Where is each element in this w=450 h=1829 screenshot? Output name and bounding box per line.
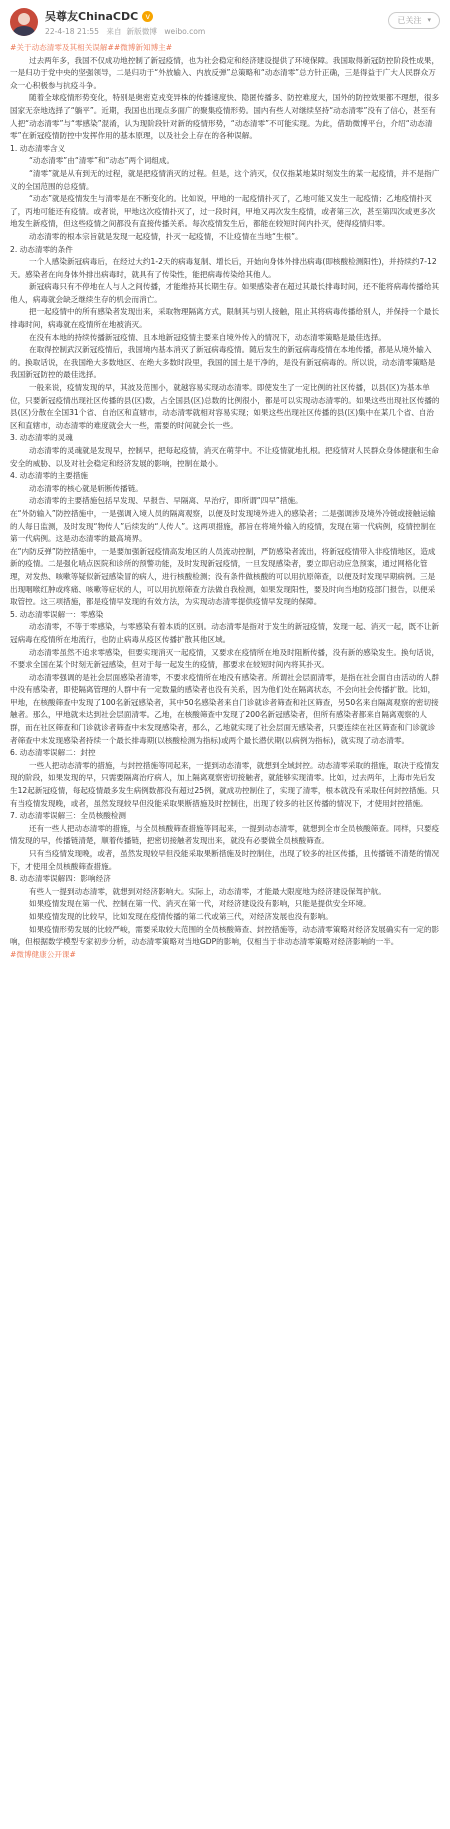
section-heading: 7. 动态清零误解三：全员核酸检测 <box>10 811 126 821</box>
section-heading: 2. 动态清零的条件 <box>10 244 73 254</box>
post-paragraph: 动态清零的根本宗旨就是发现一起疫情，扑灭一起疫情，不让疫情在当地“生根”。 <box>29 231 303 241</box>
author-name[interactable]: 吴尊友ChinaCDC <box>45 10 139 23</box>
section-heading: 5. 动态清零误解一：零感染 <box>10 609 104 619</box>
post-paragraph: 一般来说，疫情发现的早，其波及范围小，就越容易实现动态清零。即使发生了一定比例的社区传播，以县(区)为基本单位，只要新冠疫情出现社区传播的县(区)数，占全国县(区)总数的比例很小，都是可以实现动态清零的。如果这些出现社区传播的县(区)分散在全国31个省、自治区和直辖市，动态清零就相对容易实现；如果这些出现社区传播的县(区)集中在某几个省、自治区和直辖市，动态清零的难度就会大一些，需要的时间就会长一些。 <box>10 383 440 430</box>
post-paragraphs <box>10 55 440 949</box>
post-paragraph: 有些人一提到动态清零，就想到对经济影响大。实际上，动态清零，才能最大限度地为经济建设保驾护航。 <box>29 886 386 896</box>
section-heading: 在“外防输入”防控措施中，一是强调入境人员的隔离观察，以便及时发现境外进入的感染者；二是强调涉及境外冷链或接触运输的人每日监测，及时发现“物传人”后续发的“人传人”。这两项措施，都旨在将境外输入的疫情，发现在第一代病例，疫情控制在第一代病例。这是动态清零的最高境界。 <box>10 508 436 544</box>
footer-topic-link[interactable]: #微博健康公开课# <box>10 949 76 959</box>
author-name-row <box>45 8 388 24</box>
post-paragraph: 随着全球疫情形势变化，特别是奥密克戎变异株的传播速度快、隐匿传播多、防控难度大，国外的防控效果都不理想，很多国家无奈地选择了“躺平”。近期，我国也出现点多面广的聚集疫情形势。国内有些人对继续坚持“动态清零”没有了信心，甚至有人把“动态清零”与“零感染”混淆，认为现阶段针对新的疫情形势，“动态清零”不可能实现。为此，借助微博平台，介绍“动态清零”在新冠疫情防控中发挥作用的基本原理，以及社会上存在的各种误解。 <box>10 93 440 141</box>
author-info <box>45 8 388 37</box>
author-avatar[interactable] <box>10 8 38 36</box>
post-paragraph: 还有一些人把动态清零的措施，与全员核酸筛查措施等同起来，一提到动态清零，就想到全市全员核酸筛查。同样，只要疫情发现的早，传播链清楚，顺着传播链，把密切接触者发现出来，就没有必要做全员核酸筛查。 <box>10 823 440 846</box>
post-paragraph: 动态清零的核心就是斩断传播链。 <box>29 483 143 493</box>
post-header <box>0 0 450 42</box>
post-paragraph: 把一起疫情中的所有感染者发现出来，采取物理隔离方式，限制其与别人接触，阻止其将病毒传播给别人，并保持一个最长排毒时间，病毒就在疫情所在地被消灭。 <box>10 307 440 330</box>
section-heading: 1. 动态清零含义 <box>10 143 66 153</box>
post-paragraph: 动态清零虽然不追求零感染，但要实现消灭一起疫情，又要求在疫情所在地及时阻断传播，没有新的感染发生。换句话说，不要求全国在某个时刻无新冠感染，但对于每一起发生的疫情，都要求在较短时间内将其扑灭。 <box>10 647 440 670</box>
post-paragraph: 如果疫情发现在第一代、控制在第一代、消灭在第一代，对经济建设没有影响，只能是提供安全环境。 <box>29 899 371 909</box>
post-source[interactable]: 新版微博 <box>126 27 157 36</box>
post-body <box>0 42 450 961</box>
post-paragraph: “清零”就是从有到无的过程，就是把疫情消灭的过程。但是，这个消灭，仅仅指某地某时刻发生的某一起疫情，并不是指广义的全国范围的总疫情。 <box>10 168 440 191</box>
post-hashtags[interactable]: #关于动态清零及其相关误解##微博新知博主# <box>10 43 173 52</box>
post-timestamp[interactable]: 22-4-18 21:55 <box>45 27 99 36</box>
post-paragraph: “动态清零”由“清零”和“动态”两个词组成。 <box>29 156 175 166</box>
post-paragraph: 如果疫情发现的比较早，比如发现在疫情传播的第二代或第三代，对经济发展也没有影响。 <box>29 911 333 921</box>
post-paragraph: 在取得控制武汉新冠疫情后，我国境内基本消灭了新冠病毒疫情。随后发生的新冠病毒疫情在本地传播，都是从境外输入的。换取话说，在我国绝大多数地区、在绝大多数时段里，我国的国土是干净的，是没有新冠病毒的。所以说，动态清零策略是我国新冠防控的最佳选择。 <box>10 345 436 380</box>
verified-badge-icon: v <box>142 11 153 22</box>
post-paragraph: 一些人把动态清零的措施，与封控措施等同起来，一提到动态清零，就想到全域封控。动态清零采取的措施，取决于疫情发现的阶段，如果发现的早，只需要隔离治疗病人，加上隔离观察密切接触者，就能够实现清零。比如，过去两年，上海市先后发生12起新冠疫情，每起疫情最多发生病例数都没有超过25例，就成功控制住了，实现了清零，根本就没有采取任何封控措施。只有当疫情发现晚，或者，虽然发现较早但没能采取果断措施及时控制住，出现了较多的社区传播的情况下，才使用封控措施。 <box>10 760 440 808</box>
section-heading: 4. 动态清零的主要措施 <box>10 471 89 481</box>
post-paragraph: 过去两年多，我国不仅成功地控制了新冠疫情，也为社会稳定和经济建设提供了环境保障。我国取得新冠防控阶段性成果，一是归功于党中央的坚强领导，二是归功于“外放输入、内放反弹”总策略和“动态清零”总方针正确，三是得益于广大人民群众万众一心积极参与抗疫斗争。 <box>10 55 440 90</box>
post-meta <box>45 26 388 37</box>
post-paragraph: 在没有本地的持续传播新冠疫情、且本地新冠疫情主要来自境外传入的情况下，动态清零策略是最佳选择。 <box>29 332 386 342</box>
post-paragraph: 如果疫情形势发展的比较严峻，需要采取较大范围的全员核酸筛查、封控措施等，动态清零策略对经济发展确实有一定的影响，但根据数学模型专家初步分析，动态清零策略对当地GDP的影响，仅相当于非动态清零策略对经济影响的一半。 <box>10 924 440 947</box>
post-domain: weibo.com <box>164 27 206 36</box>
section-heading: 8. 动态清零误解四：影响经济 <box>10 874 111 884</box>
chevron-down-icon: ▾ <box>427 16 431 24</box>
section-heading: 在“内防反弹”防控措施中，一是要加强新冠疫情高发地区的人员流动控制，严防感染者流出，将新冠疫情带入非疫情地区，造成新的疫情。二是强化哨点医院和诊所的预警功能，及时发现新冠疫情，一旦发现感染者，要立即启动应急预案，通过网格化管理，对发热、咳嗽等疑似新冠感染冒的病人，进行核酸检测；没有条件做核酸的可以用抗原筛查，以便及时发现早期病例。三是出现咽喉红肿或疼痛、咳嗽等症状的人，可以用抗原筛查方法做自我检测，如果发现阳性，要及时向当地防疫部门报告，以便采取管控。这三项措施，都是疫情早发现的有效方法，为实现动态清零提供疫情早发现的保障。 <box>10 546 436 607</box>
post-paragraph: 一个人感染新冠病毒后，在经过大约1-2天的病毒复制、增长后，开始向身体外排出病毒(即核酸检测阳性)，并持续约7-12天。感染者在向身体外排出病毒时，就具有了传染性，能把病毒传染给其他人。 <box>10 257 437 279</box>
follow-button[interactable] <box>388 12 440 29</box>
follow-label: 已关注 <box>397 16 422 25</box>
source-prefix: 来自 <box>106 27 122 36</box>
post-paragraph: 动态清零，不等于零感染，与零感染有着本质的区别。动态清零是指对于发生的新冠疫情，发现一起、消灭一起，既不让新冠病毒在疫情所在地流行，也防止病毒从疫区传播扩散其他区域。 <box>10 622 440 644</box>
section-heading: 6. 动态清零误解二：封控 <box>10 748 96 758</box>
section-heading: 3. 动态清零的灵魂 <box>10 433 73 443</box>
post-paragraph: 新冠病毒只有不停地在人与人之间传播，才能维持其长期生存。如果感染者在超过其最长排毒时间，还不能将病毒传播给其他人，病毒就会缺乏继续生存的机会而消亡。 <box>10 282 440 304</box>
post-paragraph: 只有当疫情发现晚，或者，虽然发现较早但没能采取果断措施及时控制住，出现了较多的社区传播，且传播链不清楚的情况下，才使用全员核酸筛查措施。 <box>10 849 440 871</box>
post-paragraph: “动态”就是疫情发生与清零是在不断变化的。比如说，甲地的一起疫情扑灭了，乙地可能又发生一起疫情；乙地疫情扑灭了，丙地可能还有疫情。或者说，甲地这次疫情扑灭了，过一段时间，甲地又再次发生疫情，或者第三次，甚至第四次或更多次地发生新疫情，但这些疫情之间都没有直接传播关系。每次疫情发生后，都能在较短时间内扑灭，使得疫情归零。 <box>10 194 436 229</box>
post-paragraph: 动态清零的主要措施包括早发现、早报告、早隔离、早治疗，即所谓“四早”措施。 <box>29 496 303 506</box>
post-paragraph: 动态清零的灵魂就是发现早，控制早，把每起疫情，消灭在萌芽中。不让疫情就地扎根。把疫情对人民群众身体健康和生命安全的威胁、以及对社会稳定和经济发展的影响，控制在最小。 <box>10 446 440 468</box>
post-paragraph: 动态清零强调的是社会层面感染者清零，不要求疫情所在地没有感染者。所谓社会层面清零，是指在社会面自由活动的人群中没有感染者，即使隔离管理的人群中有一定数量的感染者也没有关系，因为他们处在隔离状态，不会向社会传播扩散。比如，甲地，在核酸筛查中发现了100名新冠感染者，其中50名感染者来自门诊就诊者筛查和社区筛查，另50名来自隔离观察的密切接触者。那么，甲地就未达到社会层面清零。乙地，在核酸筛查中发现了200名新冠感染者，但所有感染者都来自隔离观察的人群，而在社区筛查和门诊就诊者筛查中未发现感染者，那么，乙地就实现了社会层面无感染者，只要连续在社区筛查和门诊就诊者筛查中未发现感染者持续一个最长排毒期(以核酸检测为指标)或两个最长潜伏期(以病例为指标)，就实现了动态清零。 <box>10 672 440 745</box>
